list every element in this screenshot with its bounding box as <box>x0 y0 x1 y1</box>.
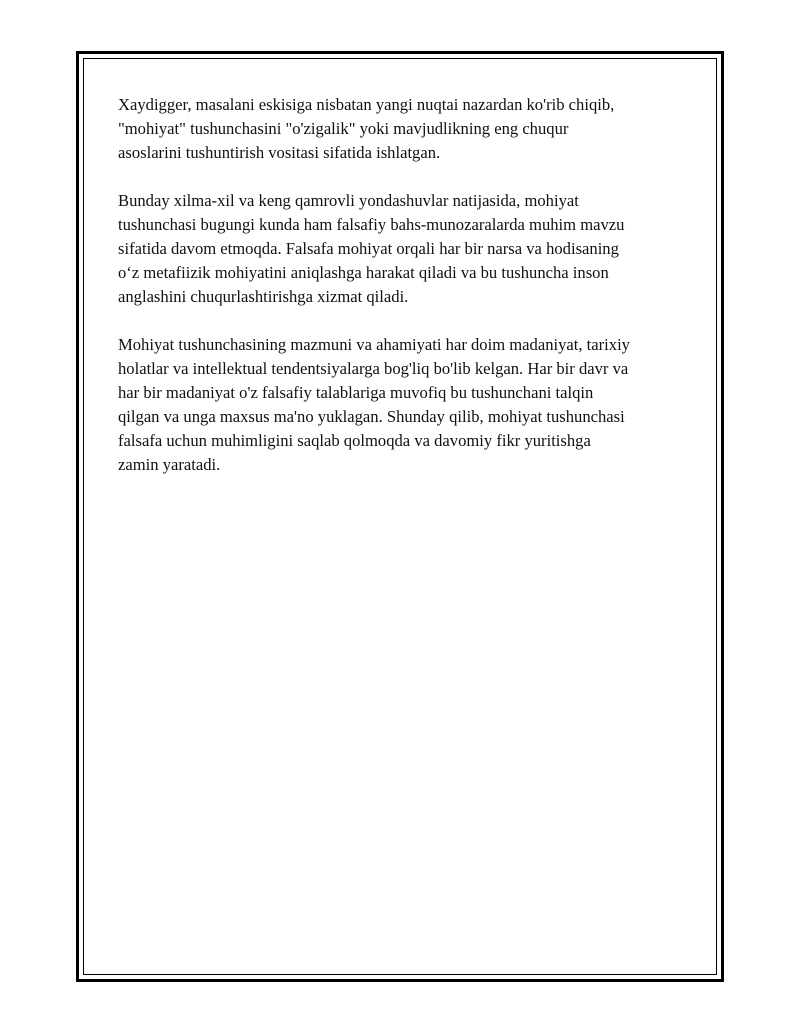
paragraph-1: Xaydigger, masalani eskisiga nisbatan yangi nuqtai nazardan ko'rib chiqib, "mohiyat" tushunchasini "o'zigalik" yoki mavjudlikning eng chuqur asoslarini tushuntirish vositasi sifatida ishlatgan. <box>118 95 615 162</box>
paragraph-2: Bunday xilma-xil va keng qamrovli yondashuvlar natijasida, mohiyat tushunchasi bugungi kunda ham falsafiy bahs-munozaralarda muhim mavzu sifatida davom etmoqda. Falsafa mohiyat orqali har bir narsa va hodisaning o‘z metafiizik mohiyatini aniqlashga harakat qiladi va bu tushuncha inson anglashini chuqurlashtirishga xizmat qiladi. <box>118 191 625 306</box>
paragraph-3: Mohiyat tushunchasining mazmuni va ahamiyati har doim madaniyat, tarixiy holatlar va intellektual tendentsiyalarga bog'liq bo'lib kelgan. Har bir davr va har bir madaniyat o'z falsafiy talablariga muvofiq bu tushunchani talqin qilgan va unga maxsus ma'no yuklagan. Shunday qilib, mohiyat tushunchasi falsafa uchun muhimligini saqlab qolmoqda va davomiy fikr yuritishga zamin yaratadi. <box>118 335 630 474</box>
document-body <box>118 93 693 501</box>
